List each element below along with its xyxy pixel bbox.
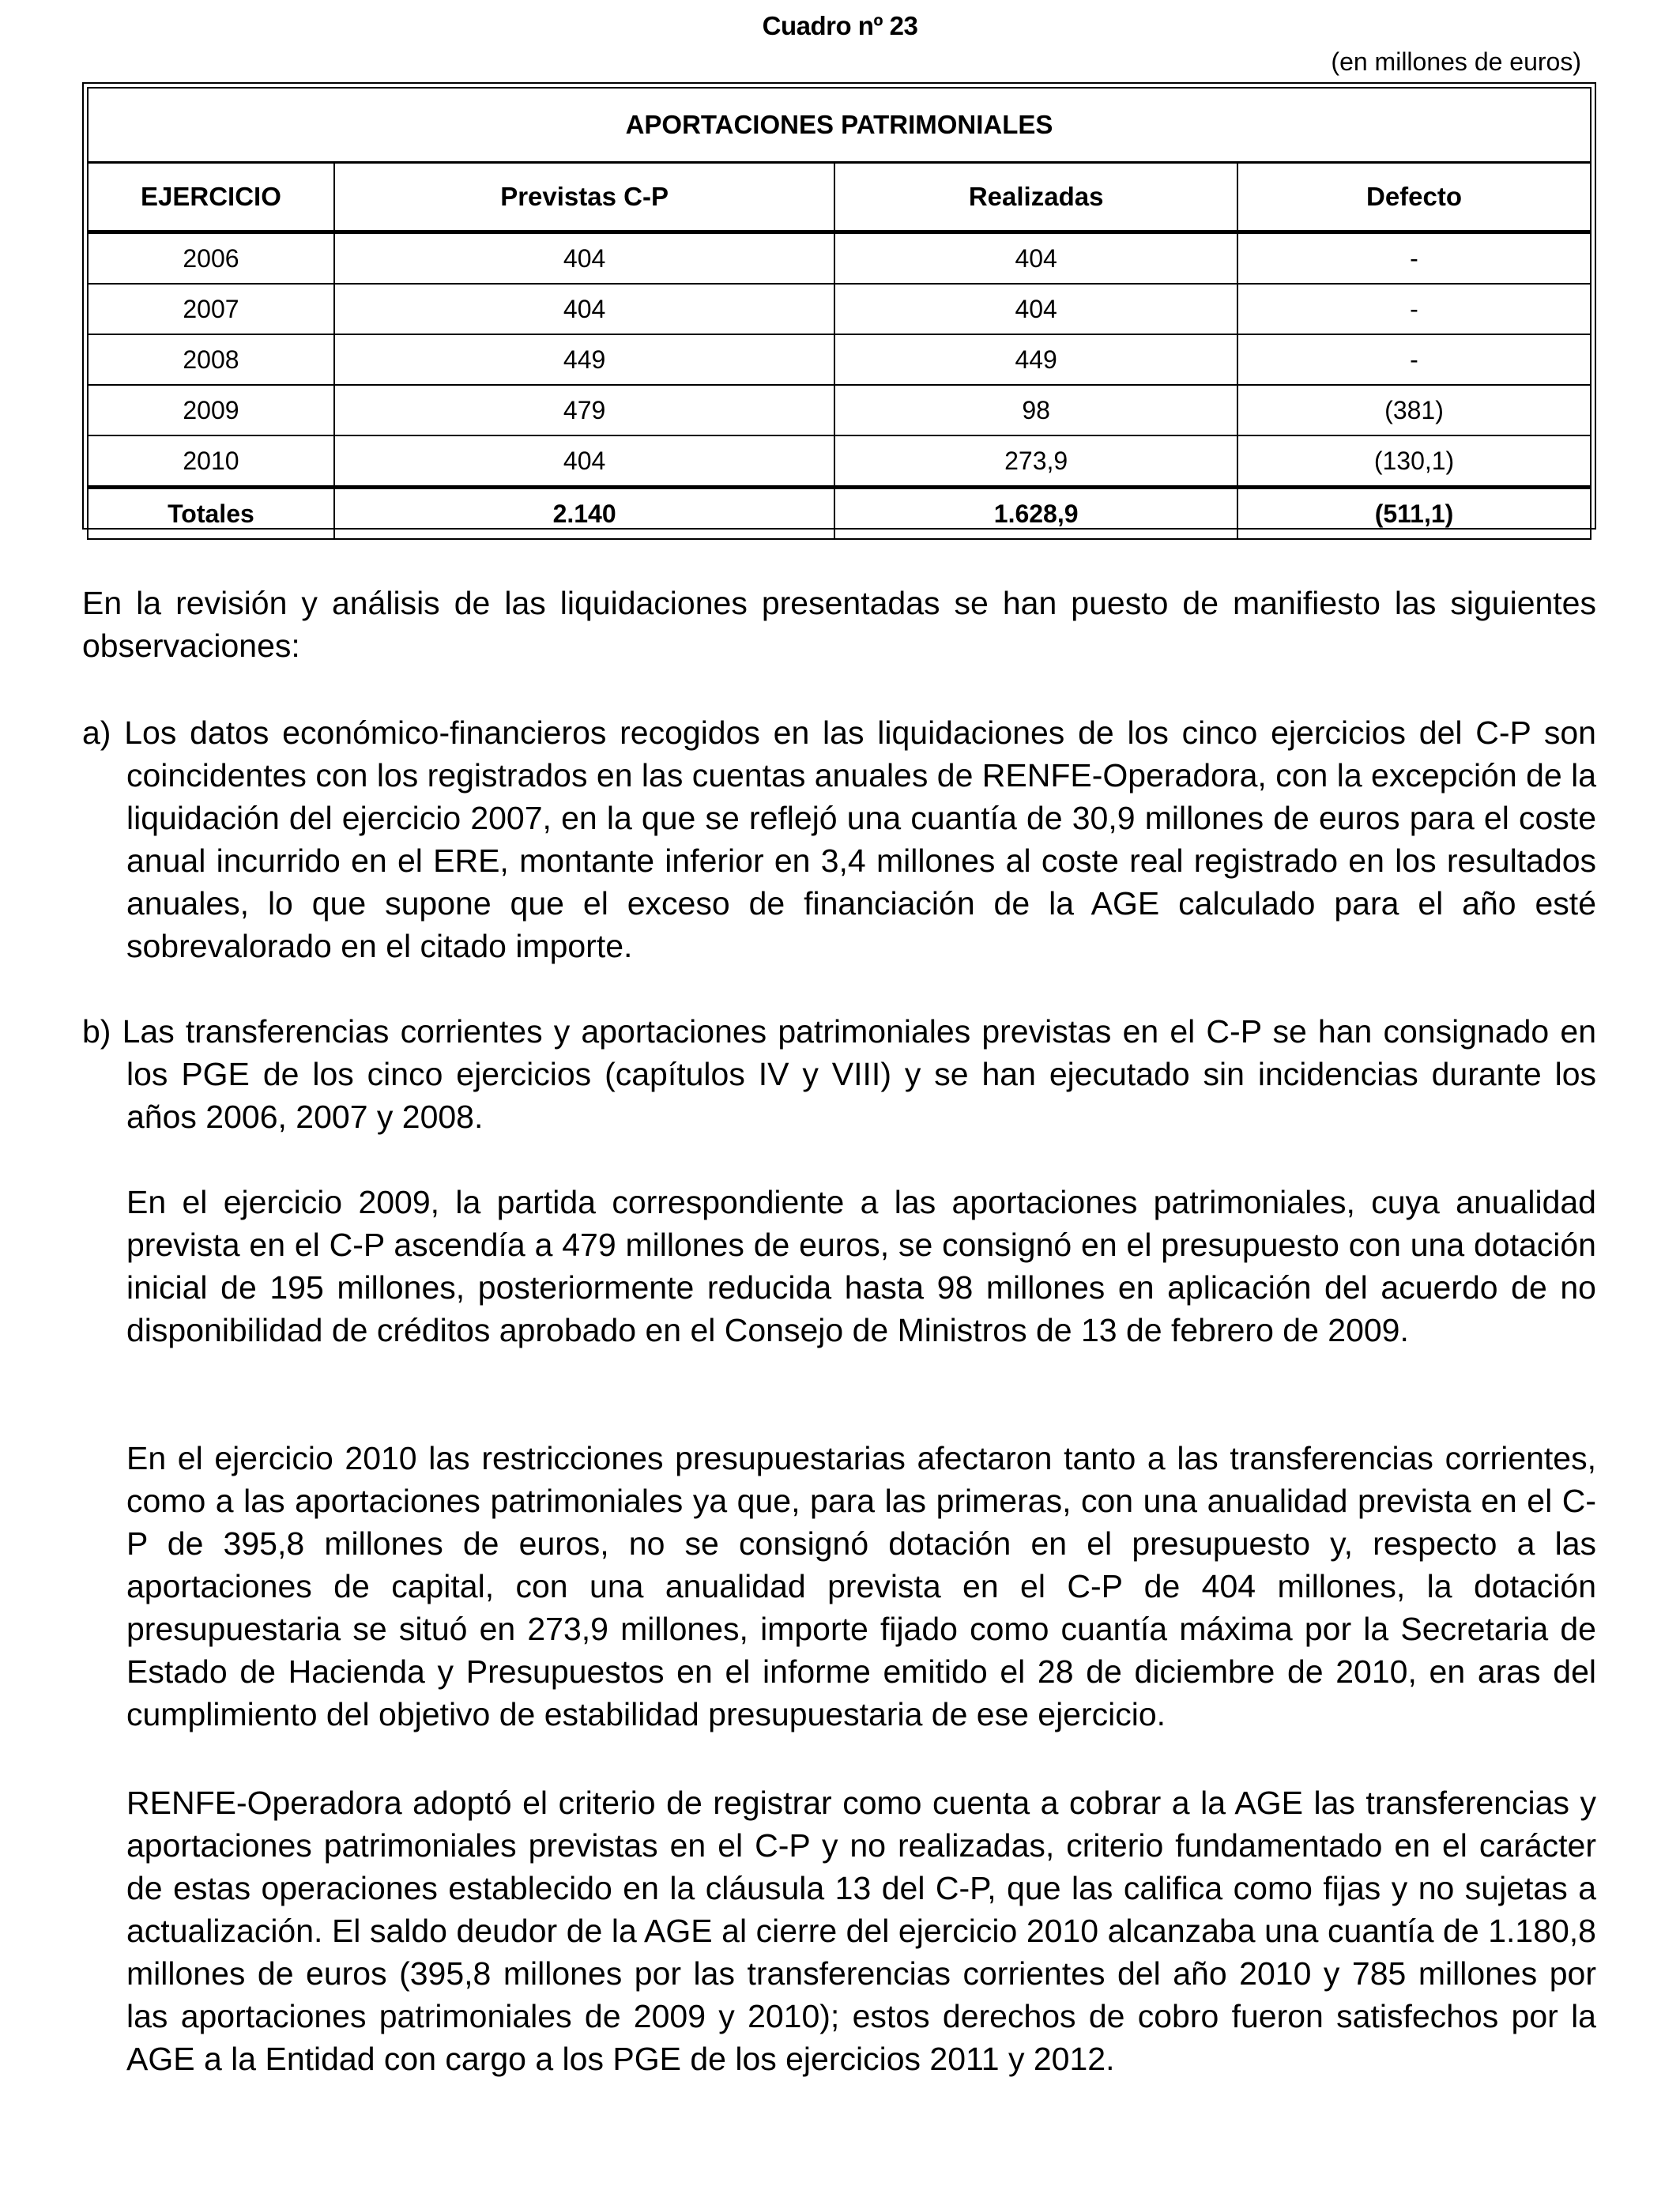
cell-totals-realizadas: 1.628,9 <box>834 488 1237 540</box>
cell-totals-label: Totales <box>88 488 334 540</box>
header-defecto: Defecto <box>1237 163 1591 232</box>
cell-year: 2006 <box>88 232 334 285</box>
cell-realizadas: 273,9 <box>834 435 1237 488</box>
cell-previstas: 449 <box>334 334 834 385</box>
cell-previstas: 479 <box>334 385 834 435</box>
table-row <box>88 334 1591 385</box>
cell-year: 2008 <box>88 334 334 385</box>
cell-realizadas: 98 <box>834 385 1237 435</box>
observation-a: a) Los datos económico-financieros recogidos en las liquidaciones de los cinco ejercicios del C-P son coincidentes con los registrados en las cuentas anuales de RENFE-Operadora, con la excepción de la liquidación del ejercicio 2007, en la que se reflejó una cuantía de 30,9 millones de euros para el coste anual incurrido en el ERE, montante inferior en 3,4 millones al coste real registrado en los resultados anuales, lo que supone que el exceso de financiación de la AGE calculado para el año esté sobrevalorado en el citado importe. <box>82 714 1596 964</box>
contributions-table <box>87 87 1591 540</box>
table-title: APORTACIONES PATRIMONIALES <box>88 88 1591 163</box>
header-previstas: Previstas C-P <box>334 163 834 232</box>
table-header-row <box>88 163 1591 232</box>
header-realizadas: Realizadas <box>834 163 1237 232</box>
table-row <box>88 232 1591 285</box>
paragraph-2010: En el ejercicio 2010 las restricciones presupuestarias afectaron tanto a las transferencias corrientes, como a las aportaciones patrimoniales ya que, para las primeras, con una anualidad prevista en el C-P de 395,8 millones de euros, no se consignó dotación en el presupuesto y, respecto a las aportaciones de capital, con una anualidad prevista en el C-P de 404 millones, la dotación presupuestaria se situó en 273,9 millones, importe fijado como cuantía máxima por la Secretaria de Estado de Hacienda y Presupuestos en el informe emitido el 28 de diciembre de 2010, en aras del cumplimiento del objetivo de estabilidad presupuestaria de ese ejercicio. <box>126 1440 1596 1732</box>
table-row <box>88 385 1591 435</box>
paragraph-renfe: RENFE-Operadora adoptó el criterio de registrar como cuenta a cobrar a la AGE las transferencias y aportaciones patrimoniales previstas en el C-P y no realizadas, criterio fundamentado en el carácter de estas operaciones establecido en la cláusula 13 del C-P, que las califica como fijas y no sujetas a actualización. El saldo deudor de la AGE al cierre del ejercicio 2010 alcanzaba una cuantía de 1.180,8 millones de euros (395,8 millones por las transferencias corrientes del año 2010 y 785 millones por las aportaciones patrimoniales de 2009 y 2010); estos derechos de cobro fueron satisfechos por la AGE a la Entidad con cargo a los PGE de los ejercicios 2011 y 2012. <box>126 1785 1596 2077</box>
cell-defecto: - <box>1237 284 1591 334</box>
cell-totals-defecto: (511,1) <box>1237 488 1591 540</box>
cell-realizadas: 404 <box>834 284 1237 334</box>
table-row <box>88 435 1591 488</box>
cell-defecto: - <box>1237 232 1591 285</box>
intro-paragraph: En la revisión y análisis de las liquidaciones presentadas se han puesto de manifiesto las siguientes observaciones: <box>82 585 1596 664</box>
cell-previstas: 404 <box>334 284 834 334</box>
cell-realizadas: 449 <box>834 334 1237 385</box>
cell-previstas: 404 <box>334 232 834 285</box>
cell-previstas: 404 <box>334 435 834 488</box>
table-totals-row <box>88 488 1591 540</box>
header-ejercicio: EJERCICIO <box>88 163 334 232</box>
cell-year: 2009 <box>88 385 334 435</box>
cell-defecto: (130,1) <box>1237 435 1591 488</box>
table-row <box>88 284 1591 334</box>
cell-year: 2007 <box>88 284 334 334</box>
paragraph-2009: En el ejercicio 2009, la partida correspondiente a las aportaciones patrimoniales, cuya anualidad prevista en el C-P ascendía a 479 millones de euros, se consignó en el presupuesto con una dotación inicial de 195 millones, posteriormente reducida hasta 98 millones en aplicación del acuerdo de no disponibilidad de créditos aprobado en el Consejo de Ministros de 13 de febrero de 2009. <box>126 1184 1596 1348</box>
cell-totals-previstas: 2.140 <box>334 488 834 540</box>
observation-b: b) Las transferencias corrientes y aportaciones patrimoniales previstas en el C-P se han consignado en los PGE de los cinco ejercicios (capítulos IV y VIII) y se han ejecutado sin incidencias durante los años 2006, 2007 y 2008. <box>82 1013 1596 1135</box>
cell-defecto: - <box>1237 334 1591 385</box>
units-note: (en millones de euros) <box>1331 47 1581 76</box>
table-title-row <box>88 88 1591 163</box>
table-caption: Cuadro nº 23 <box>762 11 918 40</box>
cell-realizadas: 404 <box>834 232 1237 285</box>
contributions-table-frame <box>82 82 1596 530</box>
cell-defecto: (381) <box>1237 385 1591 435</box>
cell-year: 2010 <box>88 435 334 488</box>
